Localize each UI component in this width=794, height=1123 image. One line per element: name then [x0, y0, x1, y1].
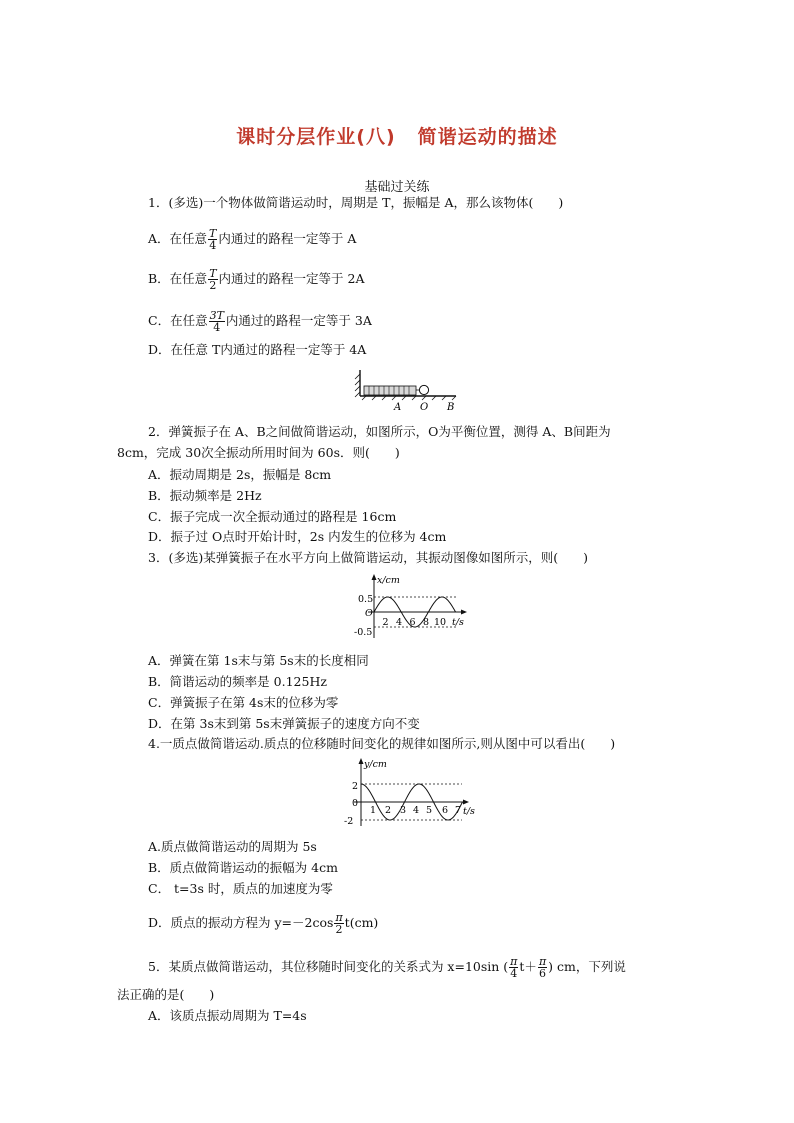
x-tick-label: 6	[442, 805, 449, 816]
q1-option-b: B．在任意 $\frac{T}{2}$ 内通过的路程一定等于 2A	[148, 267, 365, 292]
x-tick-label: 7	[455, 805, 462, 816]
fraction: $\frac{\pi}{4}$	[510, 955, 518, 980]
x-axis-arrow	[463, 800, 469, 805]
x-tick-label: 2	[382, 617, 389, 628]
y-axis-label: y/cm	[364, 759, 387, 770]
spring-oscillator-figure	[350, 368, 462, 412]
q1-option-a: A．在任意 $\frac{T}{4}$ 内通过的路程一定等于 A	[148, 227, 357, 252]
x-axis-label: t/s	[452, 617, 464, 628]
y-axis-arrow	[372, 574, 377, 580]
q1-option-d: D．在任意 T内通过的路程一定等于 4A	[148, 342, 367, 357]
x-axis-arrow	[461, 610, 467, 615]
section-heading: 基础过关练	[364, 180, 430, 195]
q4-option-a: A.质点做简谐运动的周期为 5s	[148, 839, 317, 854]
vibration-graph-1	[354, 572, 474, 642]
q2-option-a: A．振动周期是 2s，振幅是 8cm	[148, 467, 332, 482]
q4-stem: 4.一质点做简谐运动.质点的位移随时间变化的规律如图所示,则从图中可以看出( )	[148, 736, 616, 751]
page-title: 课时分层作业(八) 简谐运动的描述	[236, 126, 558, 148]
x-tick-label: 6	[409, 617, 416, 628]
fraction: $\frac{\pi}{6}$	[538, 955, 547, 980]
y-tick-label: -0.5	[354, 627, 373, 638]
fraction: $\frac{3T}{4}$	[209, 309, 224, 334]
q3-option-a: A．弹簧在第 1s末与第 5s末的长度相同	[148, 653, 369, 668]
q3-option-d: D．在第 3s末到第 5s末弹簧振子的速度方向不变	[148, 716, 420, 731]
ball	[419, 385, 428, 394]
q2-option-c: C．振子完成一次全振动通过的路程是 16cm	[148, 509, 397, 524]
q5-stem-line1: 5．某质点做简谐运动，其位移随时间变化的关系式为 x=10sin ( $\frac{\pi}{4}$ t＋ $\frac{\pi}{6}$ ) cm，下列说	[148, 955, 626, 980]
wall-hatch	[355, 374, 360, 397]
x-tick-label: 3	[400, 805, 407, 816]
y-tick-label: 0.5	[358, 594, 374, 605]
x-tick-label: 8	[423, 617, 430, 628]
q5-option-a: A．该质点振动周期为 T=4s	[148, 1008, 307, 1023]
q5-stem-line2: 法正确的是( )	[117, 987, 215, 1002]
q2-stem-line2: 8cm，完成 30次全振动所用时间为 60s．则( )	[117, 445, 400, 460]
fraction: $\frac{T}{2}$	[209, 267, 217, 292]
q2-option-d: D．振子过 O点时开始计时，2s 内发生的位移为 4cm	[148, 529, 447, 544]
x-tick-label: 2	[385, 805, 392, 816]
x-tick-label: 4	[396, 617, 403, 628]
y-tick-label: -2	[344, 816, 354, 827]
q2-stem-line1: 2．弹簧振子在 A、B之间做简谐运动，如图所示，O为平衡位置，测得 A、B间距为	[148, 424, 611, 439]
origin-label: O	[365, 608, 373, 619]
q1-stem: 1．(多选)一个物体做简谐运动时，周期是 T，振幅是 A，那么该物体( )	[148, 195, 564, 210]
fraction: $\frac{\pi}{2}$	[335, 911, 343, 936]
x-axis-label: t/s	[463, 806, 475, 817]
q4-option-b: B．质点做简谐运动的振幅为 4cm	[148, 860, 338, 875]
y-tick-label: 2	[352, 781, 359, 792]
x-tick-label: 4	[413, 805, 420, 816]
spring	[364, 386, 416, 395]
x-tick-label: 10	[434, 617, 447, 628]
q4-option-c: C． t=3s 时，质点的加速度为零	[148, 881, 333, 896]
fraction: $\frac{T}{4}$	[209, 227, 217, 252]
q3-option-b: B．简谐运动的频率是 0.125Hz	[148, 674, 327, 689]
q4-option-d: D．质点的振动方程为 y=－2cos $\frac{\pi}{2}$ t(cm)	[148, 911, 379, 936]
x-tick-label: 5	[426, 805, 433, 816]
label-b: B	[447, 402, 455, 412]
q1-option-c: C．在任意 $\frac{3T}{4}$ 内通过的路程一定等于 3A	[148, 309, 372, 334]
q3-option-c: C．弹簧振子在第 4s末的位移为零	[148, 695, 339, 710]
vibration-graph-2	[342, 756, 482, 828]
y-axis-label: x/cm	[377, 575, 400, 586]
label-o: O	[420, 402, 429, 412]
q2-option-b: B．振动频率是 2Hz	[148, 488, 262, 503]
x-tick-label: 1	[370, 805, 377, 816]
y-tick-label: 0	[352, 798, 359, 809]
y-axis-arrow	[359, 758, 364, 764]
label-a: A	[394, 402, 402, 412]
q3-stem: 3．(多选)某弹簧振子在水平方向上做简谐运动，其振动图像如图所示，则( )	[148, 550, 588, 565]
